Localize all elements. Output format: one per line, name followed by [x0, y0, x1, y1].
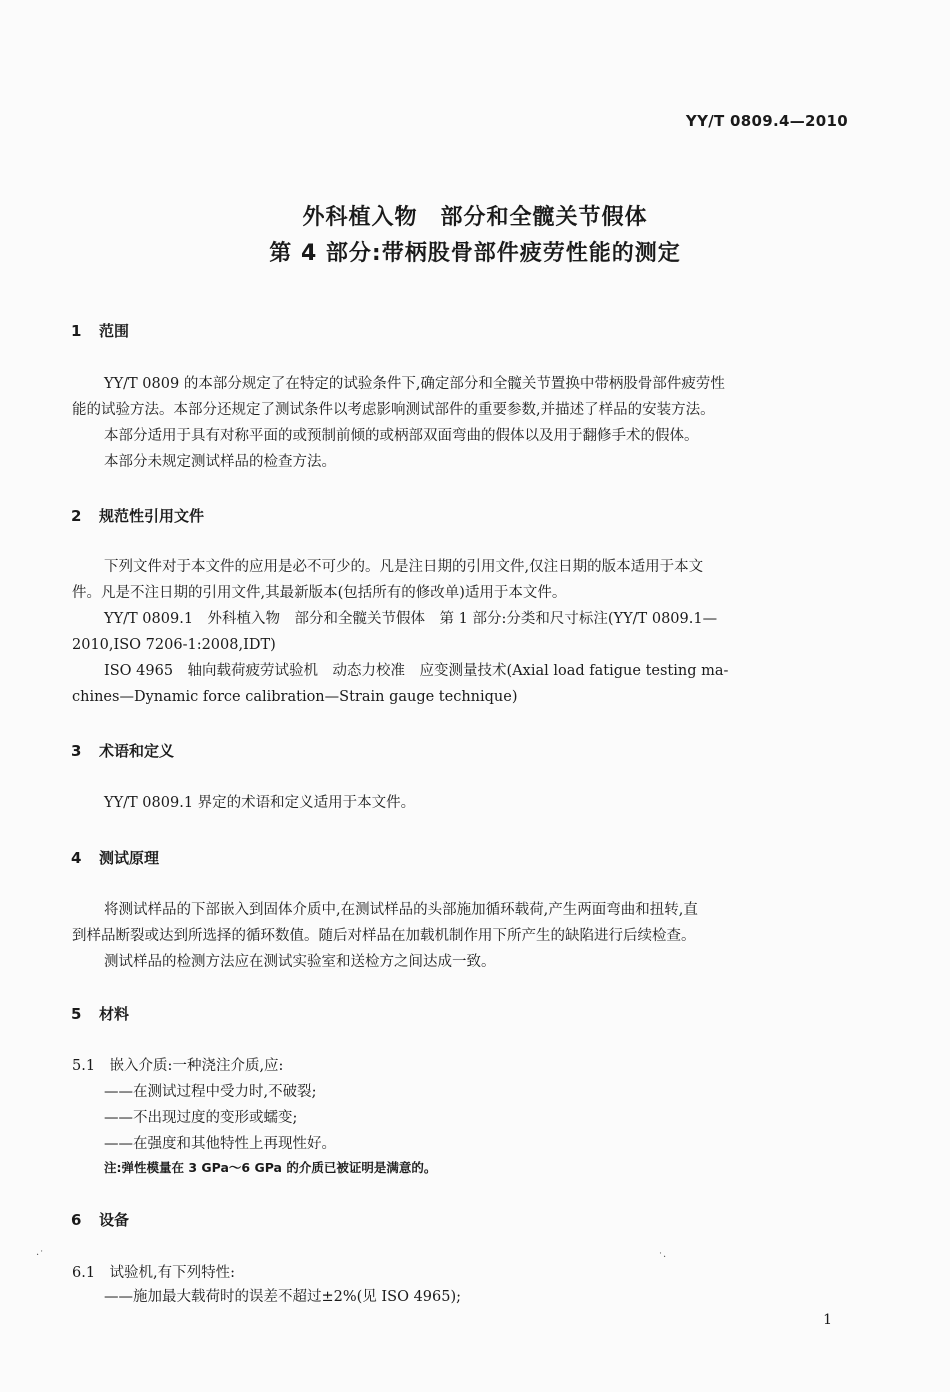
section-title: 范围 — [99, 322, 130, 340]
section-title: 规范性引用文件 — [99, 507, 205, 525]
section-number: 1 — [71, 322, 82, 340]
s2-reference-2b: chines—Dynamic force calibration—Strain gauge technique) — [72, 689, 518, 705]
section-2-heading — [71, 505, 204, 526]
standard-code: YY/T 0809.4—2010 — [685, 112, 848, 130]
scan-speck: ·˙ — [36, 1250, 45, 1261]
section-number: 3 — [71, 742, 82, 760]
s4-paragraph-1a: 将测试样品的下部嵌入到固体介质中,在测试样品的头部施加循环载荷,产生两面弯曲和扭转,直 — [104, 902, 698, 918]
section-5-heading — [71, 1003, 129, 1024]
s2-reference-1b: 2010,ISO 7206-1:2008,IDT) — [72, 637, 276, 653]
section-1-heading — [71, 320, 129, 341]
section-title: 设备 — [99, 1211, 130, 1229]
s5-dash-item-2: ——不出现过度的变形或蠕变; — [104, 1110, 298, 1126]
s2-reference-2a: ISO 4965 轴向载荷疲劳试验机 动态力校准 应变测量技术(Axial load fatigue testing ma- — [104, 663, 729, 679]
s5-note: 注:弹性模量在 3 GPa～6 GPa 的介质已被证明是满意的。 — [104, 1160, 437, 1175]
section-4-heading — [71, 847, 159, 868]
s6-dash-item-1: ——施加最大载荷时的误差不超过±2%(见 ISO 4965); — [104, 1289, 462, 1305]
s2-paragraph-1b: 件。凡是不注日期的引用文件,其最新版本(包括所有的修改单)适用于本文件。 — [72, 585, 567, 601]
section-title: 测试原理 — [99, 849, 160, 867]
title-line-2: 第 4 部分:带柄股骨部件疲劳性能的测定 — [269, 241, 681, 266]
s5-dash-item-3: ——在强度和其他特性上再现性好。 — [104, 1136, 336, 1152]
s6-clause-6-1: 6.1 试验机,有下列特性: — [72, 1265, 236, 1281]
section-6-heading — [71, 1209, 129, 1230]
s1-paragraph-3: 本部分未规定测试样品的检查方法。 — [104, 454, 336, 470]
s2-paragraph-1a: 下列文件对于本文件的应用是必不可少的。凡是注日期的引用文件,仅注日期的版本适用于本文 — [104, 559, 704, 575]
title-line-1: 外科植入物 部分和全髋关节假体 — [302, 205, 648, 230]
section-3-heading — [71, 740, 174, 761]
section-title: 术语和定义 — [99, 742, 175, 760]
s2-reference-1a: YY/T 0809.1 外科植入物 部分和全髋关节假体 第 1 部分:分类和尺寸标注(YY/T 0809.1— — [104, 611, 718, 627]
s1-paragraph-2: 本部分适用于具有对称平面的或预制前倾的或柄部双面弯曲的假体以及用于翻修手术的假体。 — [104, 428, 699, 444]
page-number: 1 — [823, 1312, 832, 1328]
section-number: 2 — [71, 507, 82, 525]
section-number: 4 — [71, 849, 82, 867]
s1-paragraph-1b: 能的试验方法。本部分还规定了测试条件以考虑影响测试部件的重要参数,并描述了样品的安装方法。 — [72, 402, 715, 418]
section-number: 5 — [71, 1005, 82, 1023]
scan-speck: ˙· — [658, 1252, 667, 1263]
s1-paragraph-1a: YY/T 0809 的本部分规定了在特定的试验条件下,确定部分和全髋关节置换中带柄股骨部件疲劳性 — [104, 376, 725, 392]
s4-paragraph-1b: 到样品断裂或达到所选择的循环数值。随后对样品在加载机制作用下所产生的缺陷进行后续检查。 — [72, 928, 696, 944]
s4-paragraph-2: 测试样品的检测方法应在测试实验室和送检方之间达成一致。 — [104, 954, 496, 970]
s3-paragraph-1: YY/T 0809.1 界定的术语和定义适用于本文件。 — [104, 795, 416, 811]
section-title: 材料 — [99, 1005, 130, 1023]
s5-dash-item-1: ——在测试过程中受力时,不破裂; — [104, 1084, 317, 1100]
s5-clause-5-1: 5.1 嵌入介质:一种浇注介质,应: — [72, 1058, 284, 1074]
section-number: 6 — [71, 1211, 82, 1229]
